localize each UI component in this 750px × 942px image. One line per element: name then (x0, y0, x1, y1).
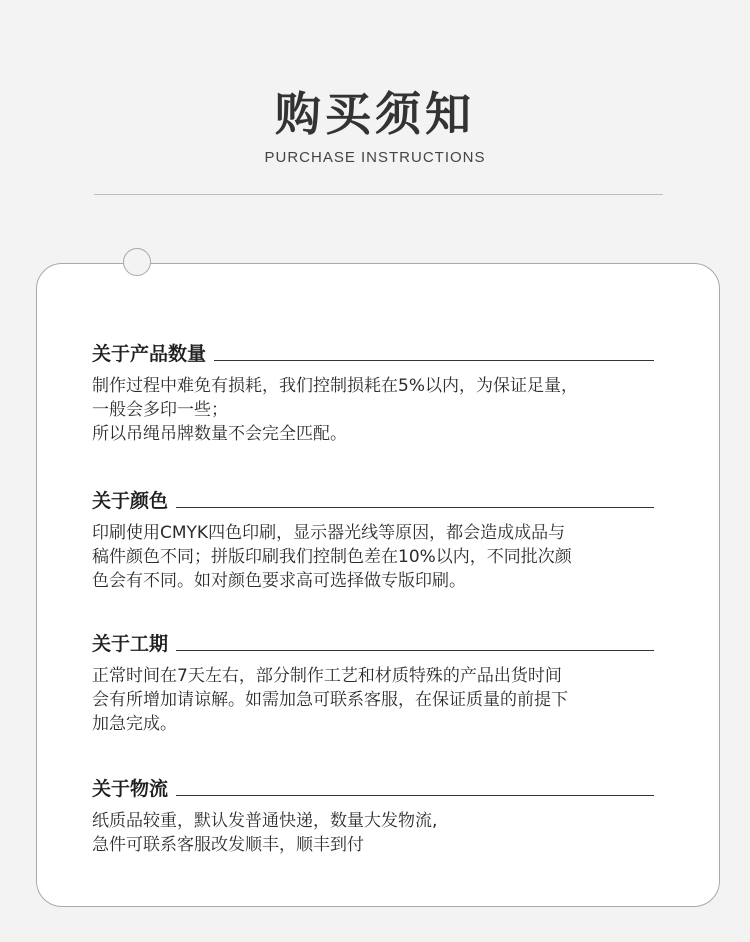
section-rule (214, 360, 654, 361)
body-line: 制作过程中难免有损耗，我们控制损耗在5%以内，为保证足量， (92, 376, 578, 396)
section-rule (176, 650, 654, 651)
page-title: 购买须知 (275, 87, 475, 141)
section-body (92, 809, 654, 857)
section-logistics (92, 771, 654, 857)
section-schedule (92, 626, 654, 736)
section-title: 关于颜色 (92, 490, 169, 512)
section-rule (176, 795, 654, 796)
section-quantity (92, 336, 654, 446)
body-line: 印刷使用CMYK四色印刷，显示器光线等原因，都会造成成品与 (92, 523, 566, 543)
section-body (92, 374, 654, 446)
body-line: 加急完成。 (92, 714, 177, 734)
body-line: 所以吊绳吊牌数量不会完全匹配。 (92, 424, 347, 444)
page-subtitle: PURCHASE INSTRUCTIONS (264, 149, 486, 166)
body-line: 色会有不同。如对颜色要求高可选择做专版印刷。 (92, 571, 466, 591)
section-title: 关于工期 (92, 633, 169, 655)
header (0, 0, 750, 200)
tag-hole-icon (123, 248, 151, 276)
section-title: 关于物流 (92, 778, 169, 800)
body-line: 稿件颜色不同；拼版印刷我们控制色差在10%以内，不同批次颜 (92, 547, 572, 567)
section-body (92, 521, 654, 593)
body-line: 会有所增加请谅解。如需加急可联系客服，在保证质量的前提下 (92, 690, 568, 710)
section-body (92, 664, 654, 736)
section-color (92, 483, 654, 593)
body-line: 一般会多印一些； (92, 400, 228, 420)
section-title: 关于产品数量 (92, 343, 207, 365)
body-line: 正常时间在7天左右，部分制作工艺和材质特殊的产品出货时间 (92, 666, 562, 686)
body-line: 急件可联系客服改发顺丰，顺丰到付 (92, 835, 364, 855)
section-rule (176, 507, 654, 508)
body-line: 纸质品较重，默认发普通快递，数量大发物流, (92, 811, 438, 831)
header-divider (94, 194, 663, 195)
